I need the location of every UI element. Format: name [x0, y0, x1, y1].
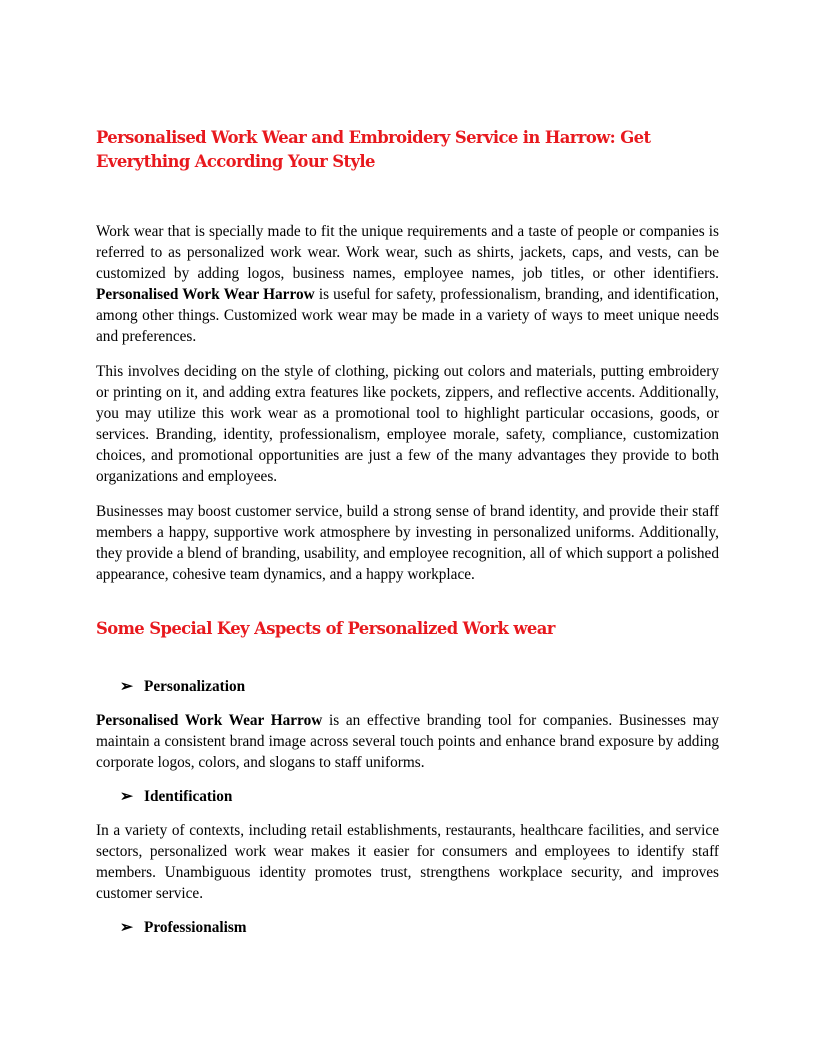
document-page [96, 126, 719, 938]
aspect-bold-keyword: Personalised Work Wear Harrow [96, 712, 323, 729]
intro-p1-text-a: Work wear that is specially made to fit the unique requirements and a taste of people or companies is referred to as personalized work wear. Work wear, such as shirts, jackets, caps, and vests, can be customized by adding logos, business names, employee names, job titles, or other identifiers. [96, 223, 719, 282]
aspect-label: Personalization [144, 678, 246, 695]
arrow-bullet-icon: ➢ [120, 788, 133, 805]
aspect-heading-professionalism [96, 917, 719, 938]
aspect-label: Identification [144, 788, 233, 805]
arrow-bullet-icon: ➢ [120, 919, 133, 936]
intro-p1-text-b: is useful for safety, professionalism, branding, and identification, among other things. Customized work wear may be made in a variety of ways to meet unique needs and preferences. [96, 286, 719, 345]
aspect-paragraph-personalization [96, 710, 719, 773]
intro-paragraph-1 [96, 221, 719, 347]
aspect-paragraph-identification: In a variety of contexts, including retail establishments, restaurants, healthcare facilities, and service sectors, personalized work wear makes it easier for consumers and employees to identify staff members. Unambiguous identity promotes trust, strengthens workplace security, and improves customer service. [96, 822, 719, 902]
intro-paragraph-2: This involves deciding on the style of clothing, picking out colors and materials, putting embroidery or printing on it, and adding extra features like pockets, zippers, and reflective accents. Additionally, you may utilize this work wear as a promotional tool to highlight particular occasions, goods, or services. Branding, identity, professionalism, employee morale, safety, compliance, customization choices, and promotional opportunities are just a few of the many advantages they provide to both organizations and employees. [96, 363, 719, 485]
arrow-bullet-icon: ➢ [120, 678, 133, 695]
aspect-text: is an effective branding tool for companies. Businesses may maintain a consistent brand image across several touch points and enhance brand exposure by adding corporate logos, colors, and slogans to staff uniforms. [96, 712, 719, 771]
aspect-label: Professionalism [144, 919, 247, 936]
intro-p1-bold-keyword: Personalised Work Wear Harrow [96, 286, 315, 303]
section-heading: Some Special Key Aspects of Personalized Work wear [96, 619, 555, 638]
document-title: Personalised Work Wear and Embroidery Service in Harrow: Get Everything According Your Style [96, 128, 651, 171]
aspect-heading-personalization [96, 676, 719, 697]
intro-paragraph-3: Businesses may boost customer service, build a strong sense of brand identity, and provide their staff members a happy, supportive work atmosphere by investing in personalized uniforms. Additionally, they provide a blend of branding, usability, and employee recognition, all of which support a polished appearance, cohesive team dynamics, and a happy workplace. [96, 503, 719, 583]
aspect-heading-identification [96, 786, 719, 807]
